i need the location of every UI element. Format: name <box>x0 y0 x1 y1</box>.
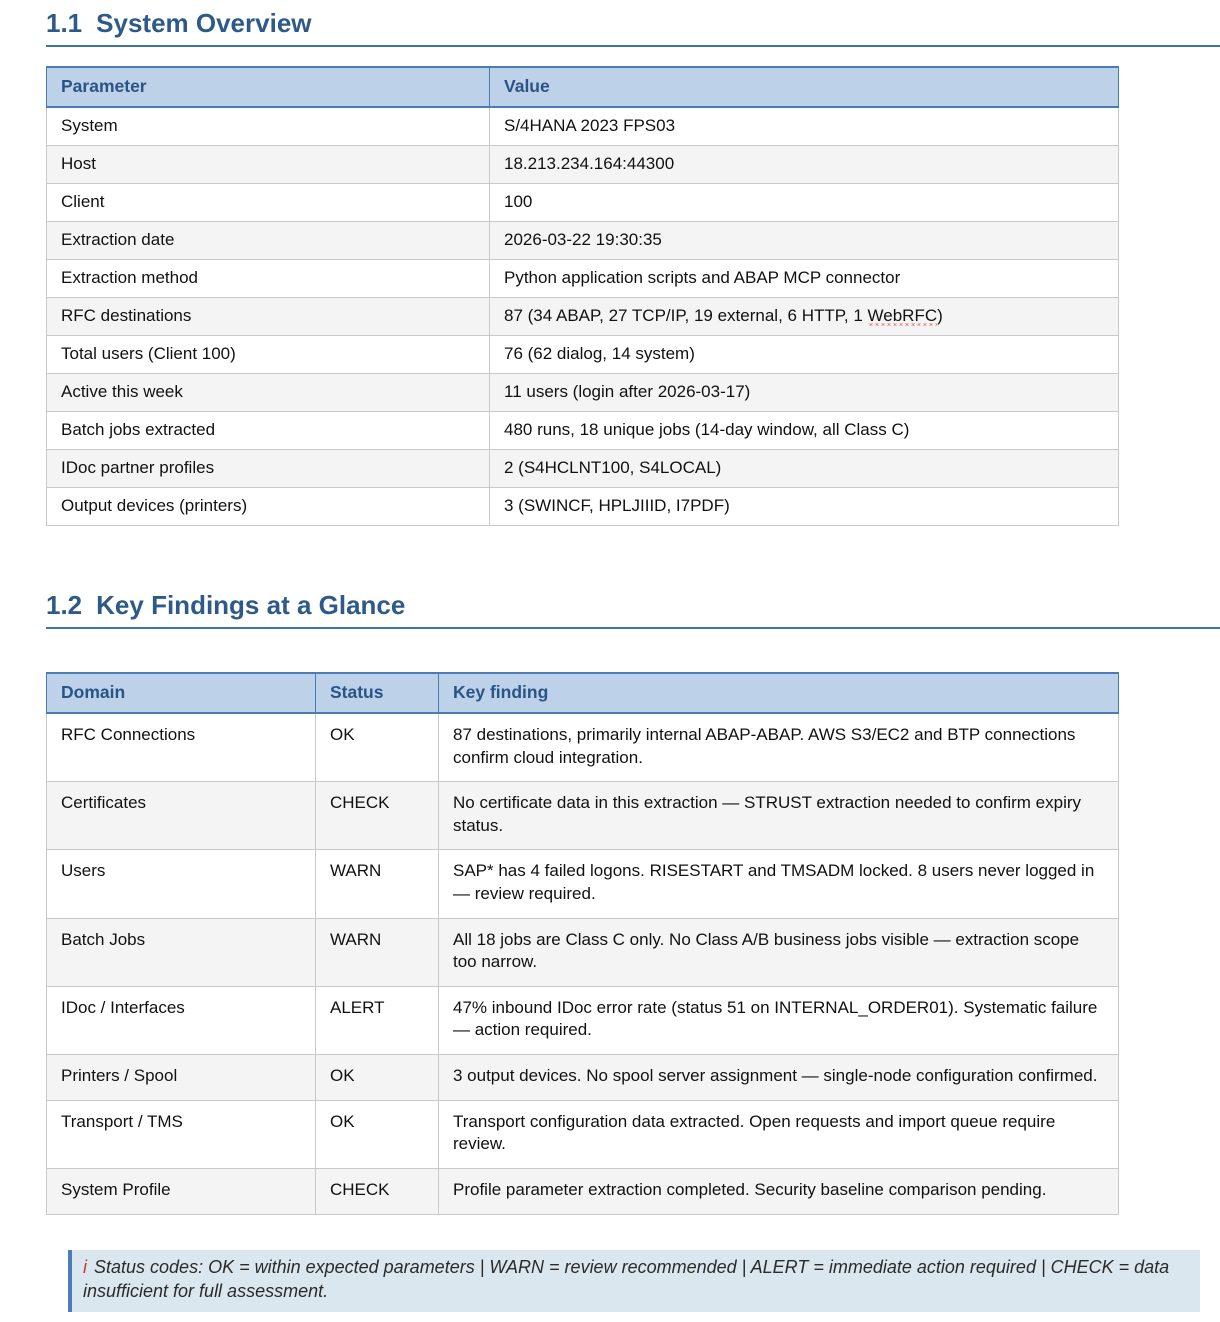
section-heading-system-overview <box>46 8 1220 47</box>
cell-value: 3 (SWINCF, HPLJIIID, I7PDF) <box>490 488 1119 526</box>
status-badge: OK <box>316 713 439 782</box>
cell-parameter: RFC destinations <box>47 298 490 336</box>
key-findings-table <box>46 672 1119 1215</box>
status-badge: WARN <box>316 850 439 918</box>
cell-key-finding: 47% inbound IDoc error rate (status 51 on INTERNAL_ORDER01). Systematic failure — action required. <box>439 986 1119 1054</box>
status-badge: WARN <box>316 918 439 986</box>
cell-value: 100 <box>490 184 1119 222</box>
cell-parameter: Client <box>47 184 490 222</box>
table-row <box>47 713 1119 782</box>
info-mark-icon: i <box>83 1257 87 1277</box>
cell-value: 11 users (login after 2026-03-17) <box>490 374 1119 412</box>
cell-value: 87 (34 ABAP, 27 TCP/IP, 19 external, 6 HTTP, 1 WebRFC) <box>490 298 1119 336</box>
table-row <box>47 1168 1119 1214</box>
table-row <box>47 918 1119 986</box>
cell-key-finding: SAP* has 4 failed logons. RISESTART and TMSADM locked. 8 users never logged in — review required. <box>439 850 1119 918</box>
table-row <box>47 1100 1119 1168</box>
cell-parameter: Batch jobs extracted <box>47 412 490 450</box>
cell-parameter: Output devices (printers) <box>47 488 490 526</box>
status-badge: CHECK <box>316 782 439 850</box>
column-header-status: Status <box>316 673 439 713</box>
cell-key-finding: 3 output devices. No spool server assignment — single-node configuration confirmed. <box>439 1055 1119 1101</box>
cell-domain: IDoc / Interfaces <box>47 986 316 1054</box>
section-title: System Overview <box>96 8 312 38</box>
status-badge: ALERT <box>316 986 439 1054</box>
section-number: 1.1 <box>46 8 83 38</box>
cell-parameter: System <box>47 107 490 146</box>
cell-parameter: Total users (Client 100) <box>47 336 490 374</box>
cell-key-finding: No certificate data in this extraction — STRUST extraction needed to confirm expiry status. <box>439 782 1119 850</box>
table-row <box>47 146 1119 184</box>
cell-parameter: Extraction date <box>47 222 490 260</box>
section-heading-key-findings <box>46 590 1220 629</box>
section-number: 1.2 <box>46 590 83 620</box>
cell-key-finding: 87 destinations, primarily internal ABAP-ABAP. AWS S3/EC2 and BTP connections confirm cloud integration. <box>439 713 1119 782</box>
cell-key-finding: Transport configuration data extracted. Open requests and import queue require review. <box>439 1100 1119 1168</box>
column-header-value: Value <box>490 67 1119 107</box>
table-row <box>47 336 1119 374</box>
cell-domain: Printers / Spool <box>47 1055 316 1101</box>
table-header-row <box>47 67 1119 107</box>
cell-parameter: Extraction method <box>47 260 490 298</box>
status-codes-legend-note <box>68 1250 1200 1312</box>
system-overview-table <box>46 66 1119 526</box>
cell-domain: Transport / TMS <box>47 1100 316 1168</box>
table-row <box>47 782 1119 850</box>
status-codes-legend-text: Status codes: OK = within expected parameters | WARN = review recommended | ALERT = immediate action required | CHECK = data insufficient for full assessment. <box>83 1257 1170 1301</box>
table-row <box>47 488 1119 526</box>
cell-domain: Certificates <box>47 782 316 850</box>
cell-parameter: Host <box>47 146 490 184</box>
status-badge: OK <box>316 1055 439 1101</box>
table-row <box>47 1055 1119 1101</box>
section-title: Key Findings at a Glance <box>96 590 406 620</box>
column-header-key-finding: Key finding <box>439 673 1119 713</box>
status-badge: CHECK <box>316 1168 439 1214</box>
cell-parameter: Active this week <box>47 374 490 412</box>
table-row <box>47 412 1119 450</box>
cell-value: 2026-03-22 19:30:35 <box>490 222 1119 260</box>
cell-parameter: IDoc partner profiles <box>47 450 490 488</box>
table-row <box>47 107 1119 146</box>
table-row <box>47 374 1119 412</box>
column-header-domain: Domain <box>47 673 316 713</box>
table-row <box>47 450 1119 488</box>
cell-domain: RFC Connections <box>47 713 316 782</box>
table-row <box>47 298 1119 336</box>
table-row <box>47 260 1119 298</box>
table-row <box>47 986 1119 1054</box>
table-row <box>47 184 1119 222</box>
cell-value: 76 (62 dialog, 14 system) <box>490 336 1119 374</box>
cell-value: 480 runs, 18 unique jobs (14-day window, all Class C) <box>490 412 1119 450</box>
cell-domain: Users <box>47 850 316 918</box>
table-row <box>47 850 1119 918</box>
cell-domain: Batch Jobs <box>47 918 316 986</box>
status-badge: OK <box>316 1100 439 1168</box>
cell-value: Python application scripts and ABAP MCP connector <box>490 260 1119 298</box>
cell-value: S/4HANA 2023 FPS03 <box>490 107 1119 146</box>
column-header-parameter: Parameter <box>47 67 490 107</box>
cell-value: 18.213.234.164:44300 <box>490 146 1119 184</box>
cell-key-finding: All 18 jobs are Class C only. No Class A/B business jobs visible — extraction scope too narrow. <box>439 918 1119 986</box>
table-row <box>47 222 1119 260</box>
cell-domain: System Profile <box>47 1168 316 1214</box>
cell-value: 2 (S4HCLNT100, S4LOCAL) <box>490 450 1119 488</box>
cell-key-finding: Profile parameter extraction completed. Security baseline comparison pending. <box>439 1168 1119 1214</box>
table-header-row <box>47 673 1119 713</box>
